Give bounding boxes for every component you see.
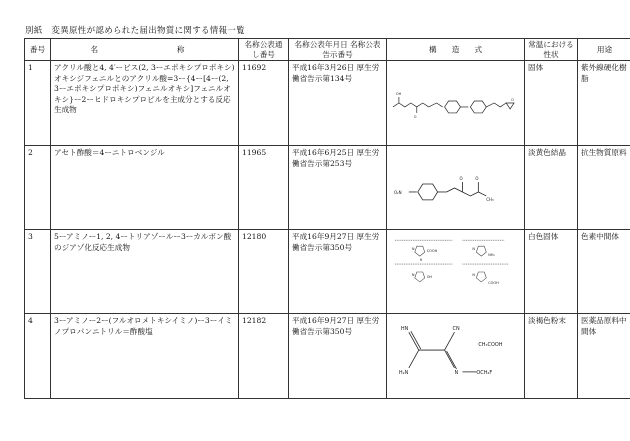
structure-2-label: O xyxy=(475,176,479,182)
cell-date: 平成16年6月25日 厚生労働省告示第253号 xyxy=(289,146,387,230)
svg-text:O: O xyxy=(511,98,514,103)
header-date: 名称公表年月日 名称公表告示番号 xyxy=(289,39,387,61)
cell-state: 淡褐色粉末 xyxy=(525,314,578,399)
cell-date: 平成16年9月27日 厚生労働省告示第350号 xyxy=(289,314,387,399)
structure-3-label: COOH xyxy=(488,280,499,285)
cell-use: 紫外線硬化樹脂 xyxy=(578,61,630,146)
table-row xyxy=(25,230,630,314)
header-structure: 構 造 式 xyxy=(387,39,525,61)
header-notice-no: 名称公表通し番号 xyxy=(239,39,289,61)
structure-1-drawing xyxy=(387,63,524,143)
substance-table xyxy=(24,38,630,399)
structure-3-label: OH xyxy=(426,274,433,279)
structure-4 xyxy=(387,314,525,399)
structure-4-label: HN xyxy=(400,326,409,333)
cell-state: 固体 xyxy=(525,61,578,146)
structure-4-label: H₂N xyxy=(398,369,409,376)
structure-3-drawing xyxy=(387,232,524,311)
cell-name: アクリル酸と4, 4′ービス(2, 3ーエポキシプロポキシ)オキシジフェニルとのアクリル酸=3ー{4ー[4ー(2, 3ーエポキシプロポキシ)フェニルオキシ]フェニルオキシ}ー2ーヒドロキシプロピルを主成分とする反応生成物 xyxy=(51,61,239,146)
cell-no: 3 xyxy=(25,230,51,314)
document-caption: 別紙 変異原性が認められた届出物質に関する情報一覧 xyxy=(25,26,246,36)
cell-no: 1 xyxy=(25,61,51,146)
structure-2-label: CH₃ xyxy=(486,196,494,202)
cell-notice-no: 12180 xyxy=(239,230,289,314)
structure-3 xyxy=(387,230,525,314)
structure-3-label: NH₂ xyxy=(488,253,495,258)
cell-date: 平成16年3月26日 厚生労働省告示第134号 xyxy=(289,61,387,146)
cell-no: 4 xyxy=(25,314,51,399)
cell-notice-no: 12182 xyxy=(239,314,289,399)
structure-2 xyxy=(387,146,525,230)
table-row xyxy=(25,61,630,146)
structure-3-label: N xyxy=(411,272,415,277)
cell-name: アセト酢酸＝4ーニトロベンジル xyxy=(51,146,239,230)
header-row xyxy=(25,39,630,61)
structure-4-label: OCH₂F xyxy=(476,369,493,376)
structure-3-label: H xyxy=(419,258,423,263)
structure-3-label: N xyxy=(472,272,475,277)
structure-3-label: COOH xyxy=(426,249,438,254)
header-state: 常温における性状 xyxy=(525,39,578,61)
cell-no: 2 xyxy=(25,146,51,230)
header-use: 用途 xyxy=(578,39,630,61)
cell-state: 淡黄色結晶 xyxy=(525,146,578,230)
header-name: 名 称 xyxy=(51,39,239,61)
cell-use: 医薬品原料中間体 xyxy=(578,314,630,399)
structure-3-label: N xyxy=(411,247,415,252)
cell-date: 平成16年9月27日 厚生労働省告示第350号 xyxy=(289,230,387,314)
header-no: 番号 xyxy=(25,39,51,61)
structure-4-label: CH₃COOH xyxy=(478,342,503,349)
svg-text:OH: OH xyxy=(395,92,402,97)
structure-1 xyxy=(387,61,525,146)
structure-3-label: N xyxy=(472,247,475,252)
cell-state: 白色固体 xyxy=(525,230,578,314)
structure-4-label: N xyxy=(454,369,459,376)
structure-2-label: O₂N xyxy=(393,189,402,195)
structure-4-label: CN xyxy=(452,326,460,333)
table-row xyxy=(25,314,630,399)
cell-use: 抗生物質原料 xyxy=(578,146,630,230)
structure-2-label: O xyxy=(459,176,463,182)
structure-4-drawing xyxy=(387,316,524,396)
cell-notice-no: 11692 xyxy=(239,61,289,146)
cell-use: 色素中間体 xyxy=(578,230,630,314)
cell-name: 5ーアミノー1, 2, 4ートリアゾールー3ーカルボン酸のジアゾ化反応生成物 xyxy=(51,230,239,314)
svg-text:O: O xyxy=(413,114,417,119)
cell-notice-no: 11965 xyxy=(239,146,289,230)
cell-name: 3ーアミノー2ー(フルオロメトキシイミノ)ー3ーイミノプロパンニトリル＝酢酸塩 xyxy=(51,314,239,399)
structure-2-drawing xyxy=(387,148,524,227)
table-row xyxy=(25,146,630,230)
